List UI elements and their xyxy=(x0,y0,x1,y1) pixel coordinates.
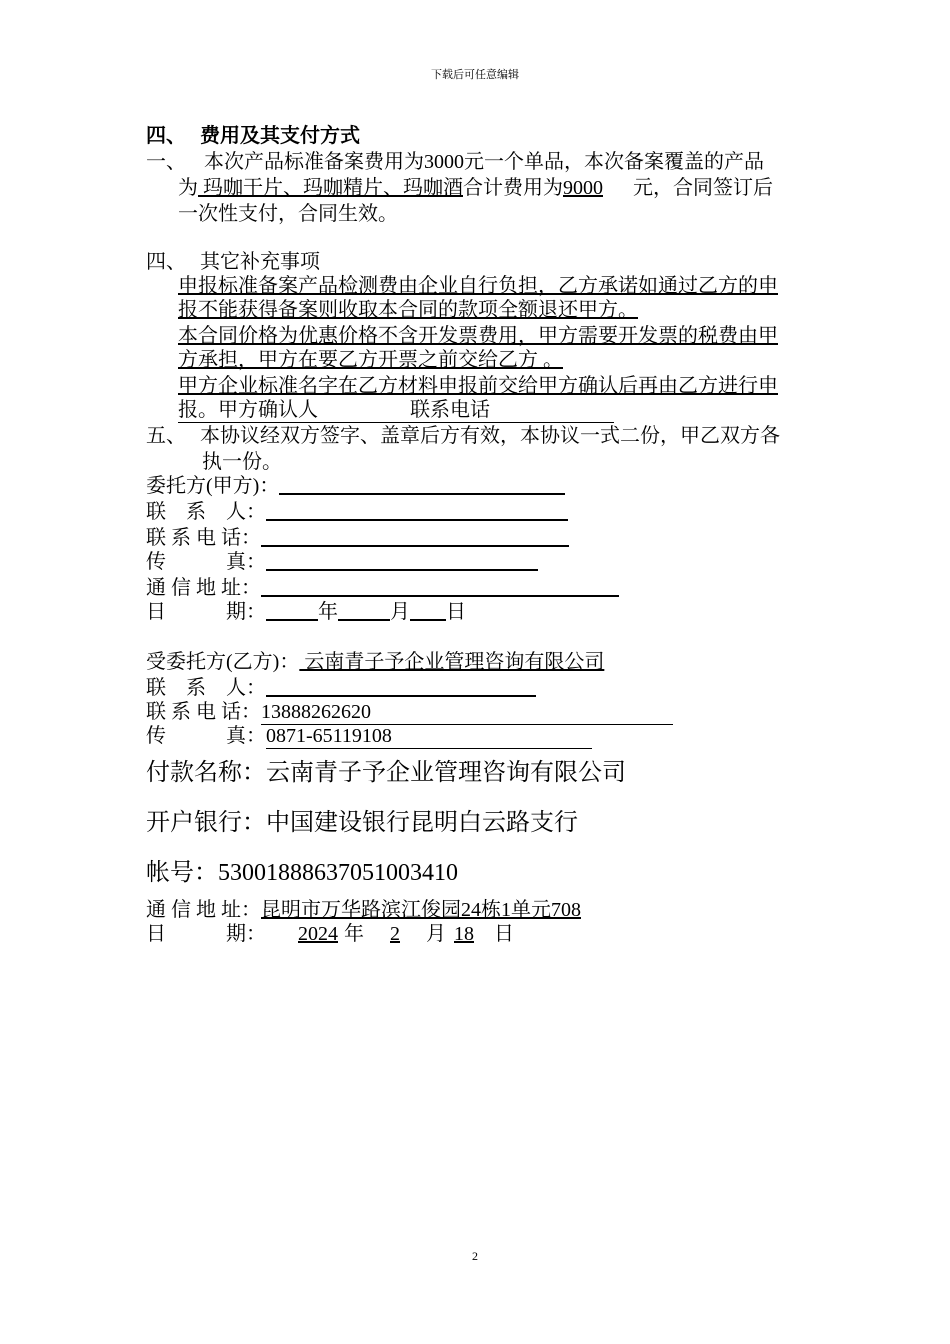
party-a-client-row: 委托方(甲方)： xyxy=(146,474,565,498)
fees-line-1: 一、 本次产品标准备案费用为3000元一个单品，本次备案覆盖的产品 xyxy=(146,151,764,173)
fee-value: 9000 xyxy=(563,177,603,199)
party-a-phone-row: 联 系 电 话： xyxy=(146,526,569,550)
party-b-contact-row: 联 系 人： xyxy=(146,676,536,700)
payment-name: 付款名称：云南青子予企业管理咨询有限公司 xyxy=(146,760,626,786)
party-b-label-row: 受委托方(乙方)： 云南青子予企业管理咨询有限公司 xyxy=(146,651,605,673)
fees-line-2: 为 玛咖干片、玛咖精片、玛咖酒合计费用为9000 元，合同签订后 xyxy=(178,177,773,199)
party-b-address-row: 通 信 地 址：昆明市万华路滨江俊园24栋1单元708 xyxy=(146,899,581,921)
page-header: 下载后可任意编辑 xyxy=(431,69,519,81)
confirm-person-field[interactable]: 报。甲方确认人 联系电话 xyxy=(178,398,614,423)
party-a-date-row: 日 期： 年 月 日 xyxy=(146,601,466,623)
party-b-month-value: 2 xyxy=(390,923,400,945)
party-a-contact-row: 联 系 人： xyxy=(146,500,568,524)
party-a-fax-field[interactable] xyxy=(266,551,538,571)
party-b-phone-row: 联 系 电 话：13888262620 xyxy=(146,700,673,725)
party-b-year-value: 2024 xyxy=(298,923,338,945)
other-p2-line-1: 本合同价格为优惠价格不含开发票费用，甲方需要开发票的税费由甲 xyxy=(178,325,778,347)
party-a-address-row: 通 信 地 址： xyxy=(146,576,619,600)
other-p1-line-1: 申报标准备案产品检测费由企业自行负担，乙方承诺如通过乙方的申 xyxy=(178,275,778,297)
section5-line-1: 五、 本协议经双方签字、盖章后方有效，本协议一式二份，甲乙双方各 xyxy=(146,425,780,447)
party-a-year-field[interactable] xyxy=(266,601,318,621)
party-b-fax-row: 传 真：0871-65119108 xyxy=(146,724,592,749)
payment-account: 帐号：53001888637051003410 xyxy=(146,860,458,886)
other-p3-line-1: 甲方企业标准名字在乙方材料申报前交给甲方确认后再由乙方进行申 xyxy=(178,375,778,397)
party-b-address-value: 昆明市万华路滨江俊园24栋1单元708 xyxy=(261,899,581,921)
fees-line-3: 一次性支付，合同生效。 xyxy=(178,203,398,225)
party-a-month-field[interactable] xyxy=(338,601,390,621)
page-number: 2 xyxy=(472,1249,478,1263)
other-p2-line-2: 方承担，甲方在要乙方开票之前交给乙方 。 xyxy=(178,349,563,371)
other-p1-line-2: 报不能获得备案则收取本合同的款项全额退还甲方。 xyxy=(178,299,638,321)
party-a-contact-field[interactable] xyxy=(266,501,568,521)
party-a-phone-field[interactable] xyxy=(261,527,569,547)
party-b-contact-field[interactable] xyxy=(266,677,536,697)
section-heading-fees: 四、 费用及其支付方式 xyxy=(146,125,360,147)
party-a-fax-row: 传 真： xyxy=(146,550,538,574)
party-b-date-row: 日 期： 2024 年 2 月 18 日 xyxy=(146,923,514,945)
other-p3-line-2 xyxy=(178,398,614,423)
party-b-phone-value: 13888262620 xyxy=(261,700,673,725)
party-a-day-field[interactable] xyxy=(410,601,446,621)
party-a-client-field[interactable] xyxy=(279,475,565,495)
section5-line-2: 执一份。 xyxy=(202,451,282,473)
party-b-day-value: 18 xyxy=(454,923,474,945)
party-b-fax-value: 0871-65119108 xyxy=(266,724,592,749)
party-a-address-field[interactable] xyxy=(261,577,619,597)
party-b-company: 云南青子予企业管理咨询有限公司 xyxy=(299,651,605,673)
payment-bank: 开户银行：中国建设银行昆明白云路支行 xyxy=(146,810,578,836)
products-value: 玛咖干片、玛咖精片、玛咖酒 xyxy=(198,177,463,199)
section-heading-other: 四、 其它补充事项 xyxy=(146,251,320,273)
